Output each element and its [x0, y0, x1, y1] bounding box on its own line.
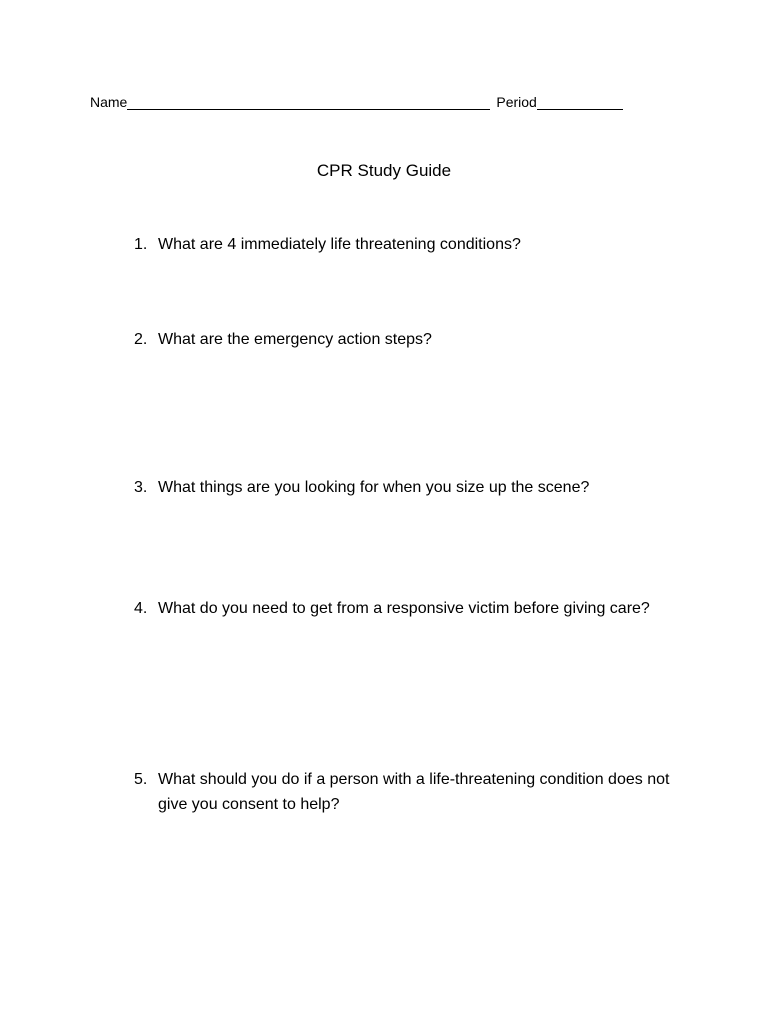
question-item — [134, 596, 674, 621]
question-text: What things are you looking for when you size up the scene? — [158, 479, 590, 496]
question-number: 5. — [134, 771, 148, 788]
page-title: CPR Study Guide — [316, 161, 452, 180]
period-label: Period — [496, 94, 537, 110]
question-number: 4. — [134, 600, 148, 617]
question-item — [134, 232, 674, 257]
question-item — [134, 475, 674, 500]
header-line — [90, 92, 623, 112]
question-number: 2. — [134, 331, 148, 348]
question-text: What do you need to get from a responsive victim before giving care? — [158, 600, 650, 617]
period-blank-line — [537, 95, 623, 110]
name-blank-line — [127, 95, 490, 110]
question-text: What are 4 immediately life threatening conditions? — [158, 236, 521, 253]
question-item — [134, 767, 674, 817]
name-label: Name — [90, 94, 128, 110]
question-number: 3. — [134, 479, 148, 496]
question-text: What are the emergency action steps? — [158, 331, 432, 348]
question-number: 1. — [134, 236, 148, 253]
question-text: What should you do if a person with a life-threatening condition does not give you consent to help? — [158, 771, 670, 813]
question-item — [134, 327, 674, 352]
